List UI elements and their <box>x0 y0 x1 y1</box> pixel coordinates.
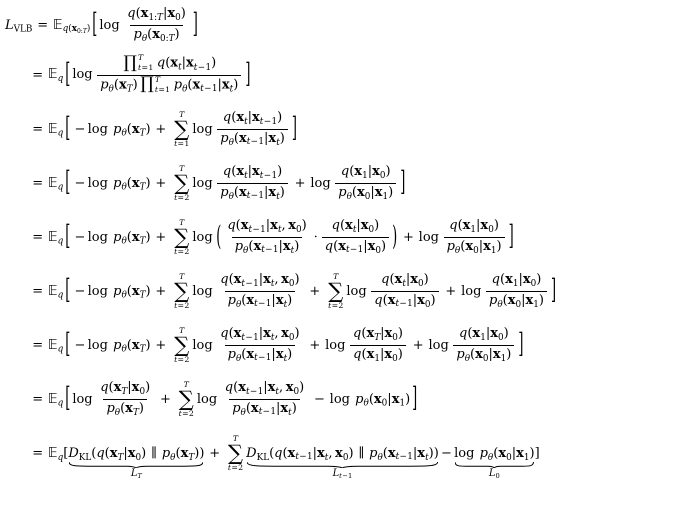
equation-line-8 <box>0 372 673 426</box>
fraction: $\frac{q(x_T|x_0)}{q(x_1|x_0)}$ <box>350 325 406 366</box>
fraction: $\frac{q(x_{1:T}|x_0)}{p_\theta(x_{0:T})}$ <box>127 5 186 44</box>
underbrace-term: $D_{KL}(q(x_T|x_0)$ ∥ $p_\theta(x_T)$) $L_T$ <box>68 445 205 481</box>
equation-content: = 𝔼$_q$ [ − $\log p_\theta(x_T)$ + T ∑ t=2 log $\frac{q(x_t|x_{t-1})}{p_\theta(x_{t-1}|x_t)}$ + log $\frac{q(x_1|x_0)}{p_\theta(x_0|x_1)}$ ] <box>32 163 406 202</box>
fraction: $\frac{q(x_t|x_{t-1})}{p_\theta(x_{t-1}|x_t)}$ <box>217 163 288 204</box>
equation-line-4 <box>0 156 673 210</box>
equation-line-1 <box>0 2 673 48</box>
underbrace-label: $L_{t-1}$ <box>332 468 353 481</box>
summation-operator: T ∑ t=2 <box>227 433 244 472</box>
equation-line-6 <box>0 264 673 318</box>
fraction: $\frac{q(x_{t-1}|x_t, x_0)}{p_\theta(x_{t-1}|x_t)}$ <box>220 325 300 364</box>
underbrace-label: $L_0$ <box>488 468 500 481</box>
equation-content: = 𝔼$_q$ [ − $\log p_\theta(x_T)$ + T ∑ t=1 log $\frac{q(x_t|x_{t-1})}{p_\theta(x_{t-1}|x_t)}$ ] <box>32 109 297 148</box>
equation-content: = $𝔼_q[D_{KL}(q(x_T|x_0)$ ∥ $p_\theta(x_T)$) $L_T$ + T ∑ t=2 $D_{KL}(q(x_{t-1}|x_t$, $x_0$) ∥ $p_\theta(x_{t-1}|x_t)$) $L_{t-1}$ − $\log p_\theta(x_0|x_1)$ $L_0$ ] <box>32 433 540 481</box>
fraction: $\frac{q(x_1|x_0)}{p_\theta(x_0|x_1)}$ <box>444 217 505 258</box>
summation-operator: T ∑ t=2 <box>174 271 190 310</box>
equation-content: = 𝔼$_q$ [ − $\log p_\theta(x_T)$ + T ∑ t=2 log ( $\frac{q(x_{t-1}|x_t, x_0)}{p_\theta(x_{t-1}|x_t)}$ ⋅ $\frac{q(x_t|x_0)}{q(x_{t-1}|x_0)}$ ) + log $\frac{q(x_1|x_0)}{p_\theta(x_0|x_1)}$ ] <box>32 217 514 256</box>
product-operator: ∏ T t=1 <box>123 52 154 73</box>
fraction: $\frac{q(x_1|x_0)}{p_\theta(x_0|x_1)}$ <box>335 163 396 204</box>
summation-operator: T ∑ t=2 <box>174 325 190 364</box>
fraction: $\frac{q(x_1|x_0)}{p_\theta(x_0|x_1)}$ <box>453 325 514 366</box>
fraction: $\frac{q(x_1|x_0)}{p_\theta(x_0|x_1)}$ <box>486 271 547 312</box>
equation-content: = 𝔼$_q$ [ log $\frac{q(x_T|x_0)}{p_\theta(x_T)}$ + T ∑ t=2 log $\frac{q(x_{t-1}|x_t, x_0)}{p_\theta(x_{t-1}|x_t)}$ − $\log p_\theta(x_0|x_1)$ ] <box>32 379 418 418</box>
fraction: $\frac{q(x_{t-1}|x_t, x_0)}{p_\theta(x_{t-1}|x_t)}$ <box>220 271 300 310</box>
fraction: ∏ T t=1 $q(x_t|x_{t-1})$ $p_\theta(x_T)$ ∏ T t=1 $p_\theta(x_{t-1}|x_t)$ <box>97 54 241 95</box>
underbrace-term: $\log p_\theta(x_0|x_1)$ $L_0$ <box>454 445 535 481</box>
product-operator: ∏ T t=1 <box>140 73 171 94</box>
equation-line-7 <box>0 318 673 372</box>
underbrace-label: $L_T$ <box>130 468 142 481</box>
underbrace-term: $D_{KL}(q(x_{t-1}|x_t$, $x_0$) ∥ $p_\theta(x_{t-1}|x_t)$) $L_{t-1}$ <box>246 445 439 481</box>
equation-content: = 𝔼$_q$ [ − $\log p_\theta(x_T)$ + T ∑ t=2 log $\frac{q(x_{t-1}|x_t, x_0)}{p_\theta(x_{t-1}|x_t)}$ + log $\frac{q(x_T|x_0)}{q(x_1|x_0)}$ + log $\frac{q(x_1|x_0)}{p_\theta(x_0|x_1)}$ ] <box>32 325 524 364</box>
equation-content: $L_{VLB}$ = 𝔼$_{q(x_{0:T})}$ [ log $\frac{q(x_{1:T}|x_0)}{p_\theta(x_{0:T})}$ ] <box>5 5 198 44</box>
fraction: $\frac{q(x_{t-1}|x_t, x_0)}{p_\theta(x_{t-1}|x_t)}$ <box>227 217 307 256</box>
equation-content: = 𝔼$_q$ [ − $\log p_\theta(x_T)$ + T ∑ t=2 log $\frac{q(x_{t-1}|x_t, x_0)}{p_\theta(x_{t-1}|x_t)}$ + T ∑ t=2 log $\frac{q(x_t|x_0)}{q(x_{t-1}|x_0)}$ + log $\frac{q(x_1|x_0)}{p_\theta(x_0|x_1)}$ ] <box>32 271 557 310</box>
fraction: $\frac{q(x_t|x_0)}{q(x_{t-1}|x_0)}$ <box>371 271 438 312</box>
summation-operator: T ∑ t=1 <box>174 109 190 148</box>
summation-operator: T ∑ t=2 <box>178 379 194 418</box>
fraction: $\frac{q(x_t|x_{t-1})}{p_\theta(x_{t-1}|x_t)}$ <box>217 109 288 150</box>
equation-line-9 <box>0 426 673 480</box>
equation-line-2 <box>0 48 673 102</box>
summation-operator: T ∑ t=2 <box>174 217 190 256</box>
equation-line-5 <box>0 210 673 264</box>
fraction: $\frac{q(x_{t-1}|x_t, x_0)}{p_\theta(x_{t-1}|x_t)}$ <box>224 379 305 418</box>
summation-operator: T ∑ t=2 <box>174 163 190 202</box>
summation-operator: T ∑ t=2 <box>328 271 344 310</box>
fraction: $\frac{q(x_t|x_0)}{q(x_{t-1}|x_0)}$ <box>322 217 389 258</box>
fraction: $\frac{q(x_T|x_0)}{p_\theta(x_T)}$ <box>100 379 151 418</box>
equation-content: = 𝔼$_q$ [ log ∏ T t=1 $q(x_t|x_{t-1})$ $p_\theta(x_T)$ ∏ T t=1 $p_\theta(x_{t-1}|x_t)$ ] <box>32 52 251 94</box>
equation-line-3 <box>0 102 673 156</box>
